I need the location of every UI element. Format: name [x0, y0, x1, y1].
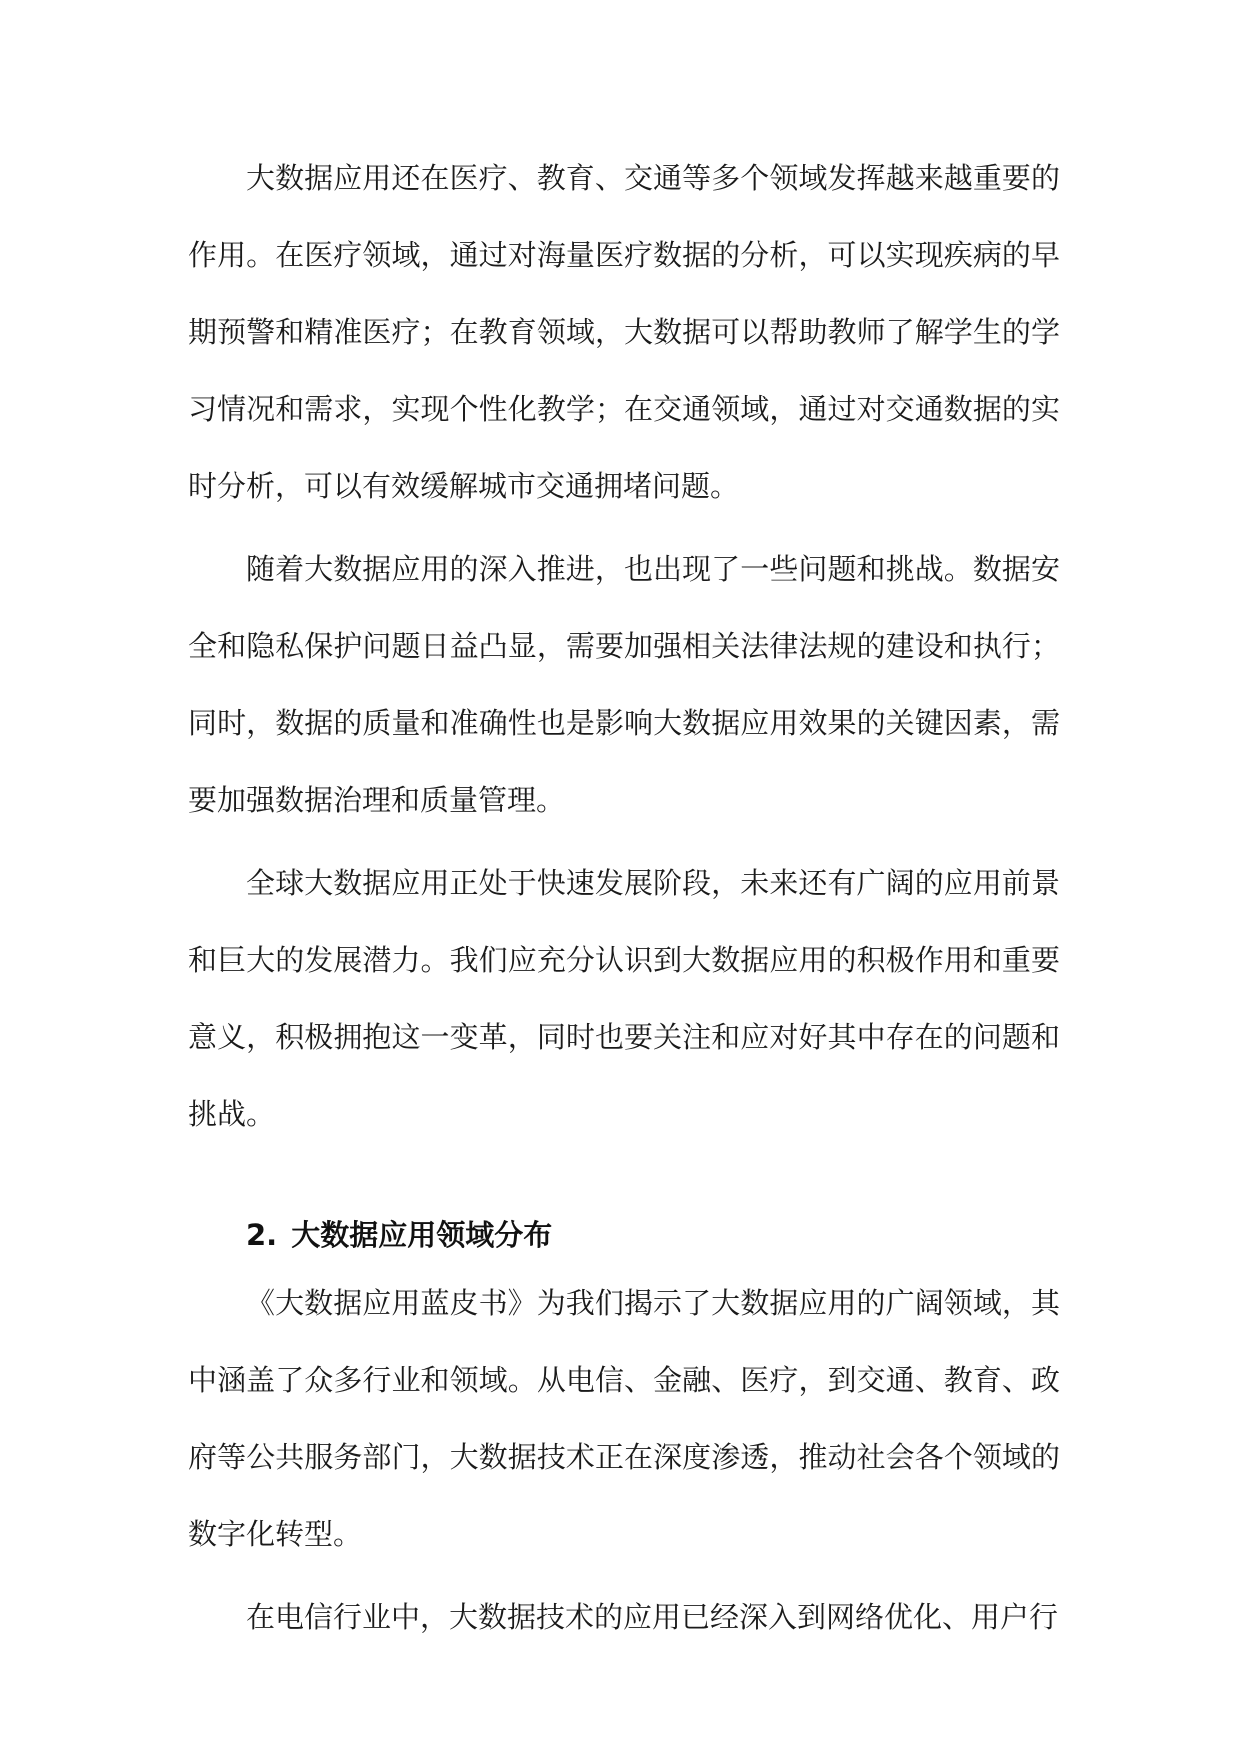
- section-heading: [188, 1205, 1060, 1265]
- section-number: 2.: [246, 1218, 278, 1252]
- paragraph-telecom: 在电信行业中，大数据技术的应用已经深入到网络优化、用户行: [246, 1600, 1059, 1634]
- document-body: [188, 140, 1060, 1656]
- paragraph-applications-fields: 大数据应用还在医疗、教育、交通等多个领域发挥越来越重要的作用。在医疗领域，通过对海量医疗数据的分析，可以实现疾病的早期预警和精准医疗；在教育领域，大数据可以帮助教师了解学生的学习情况和需求，实现个性化教学；在交通领域，通过对交通数据的实时分析，可以有效缓解城市交通拥堵问题。: [188, 161, 1060, 503]
- paragraph-bluebook: 《大数据应用蓝皮书》为我们揭示了大数据应用的广阔领域，其中涵盖了众多行业和领域。从电信、金融、医疗，到交通、教育、政府等公共服务部门，大数据技术正在深度渗透，推动社会各个领域的数字化转型。: [188, 1286, 1060, 1551]
- paragraph-challenges: 随着大数据应用的深入推进，也出现了一些问题和挑战。数据安全和隐私保护问题日益凸显，需要加强相关法律法规的建设和执行；同时，数据的质量和准确性也是影响大数据应用效果的关键因素，需要加强数据治理和质量管理。: [188, 552, 1060, 817]
- paragraph-outlook: 全球大数据应用正处于快速发展阶段，未来还有广阔的应用前景和巨大的发展潜力。我们应充分认识到大数据应用的积极作用和重要意义，积极拥抱这一变革，同时也要关注和应对好其中存在的问题和挑战。: [188, 866, 1060, 1131]
- section-title: 大数据应用领域分布: [291, 1218, 553, 1252]
